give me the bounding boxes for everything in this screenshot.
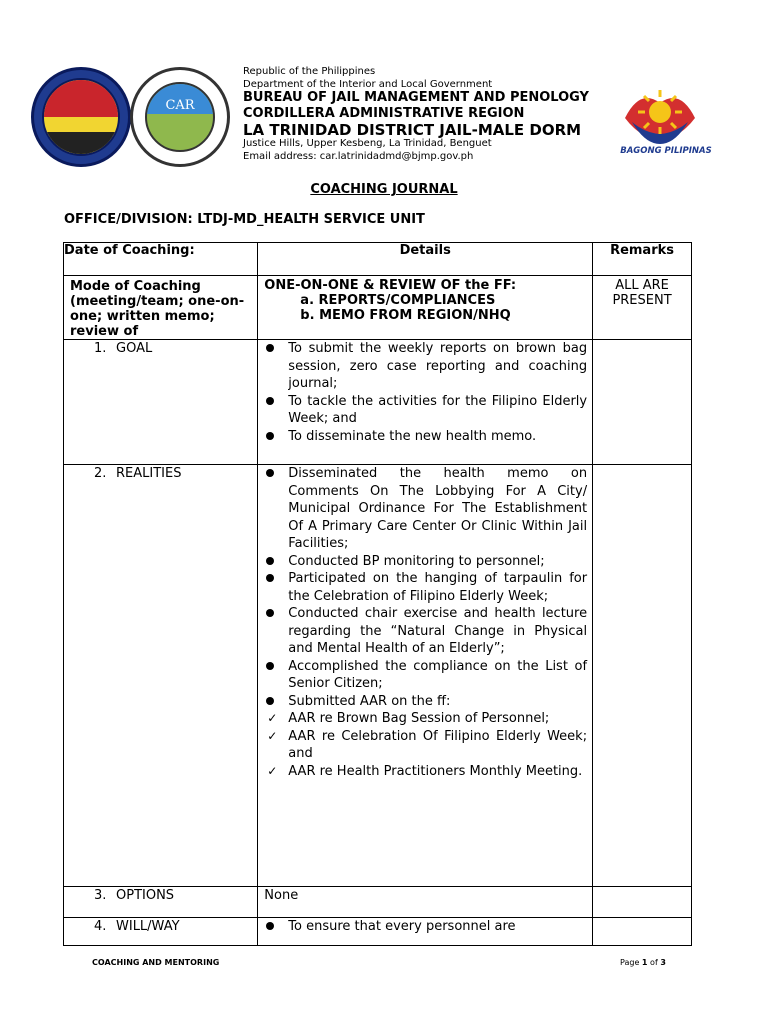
realities-item: Conducted chair exercise and health lecture regarding the “Natural Change in Physical and Mental Health of an Elderly”; bbox=[264, 605, 587, 658]
region-line: CORDILLERA ADMINISTRATIVE REGION bbox=[243, 106, 525, 121]
mode-detail-3: b. MEMO FROM REGION/NHQ bbox=[300, 308, 511, 323]
republic-line: Republic of the Philippines bbox=[243, 66, 376, 77]
office-line: LA TRINIDAD DISTRICT JAIL-MALE DORM bbox=[243, 121, 582, 139]
checkmark-icon: ✓ bbox=[267, 728, 278, 743]
email-line: Email address: car.latrinidadmd@bjmp.gov.ph bbox=[243, 151, 474, 162]
goal-item: To submit the weekly reports on brown bag session, zero case reporting and coaching journal; bbox=[264, 340, 587, 393]
goal-item: To tackle the activities for the Filipino Elderly Week; and bbox=[264, 393, 587, 428]
mode-detail-1: ONE-ON-ONE & REVIEW OF the FF: bbox=[264, 278, 517, 293]
mode-label: Mode of Coaching (meeting/team; one-on-one; written memo; review of bbox=[70, 279, 245, 339]
address-line: Justice Hills, Upper Kesbeng, La Trinidad, Benguet bbox=[243, 138, 492, 149]
checkmark-icon: ✓ bbox=[267, 763, 278, 778]
will-item: To ensure that every personnel are bbox=[264, 918, 587, 936]
goal-label: GOAL bbox=[116, 341, 153, 356]
checkmark-icon: ✓ bbox=[267, 711, 278, 725]
header-remarks: Remarks bbox=[593, 243, 692, 276]
goal-row bbox=[64, 340, 692, 465]
coaching-table bbox=[63, 242, 692, 946]
document-title: COACHING JOURNAL bbox=[310, 182, 458, 197]
bureau-line: BUREAU OF JAIL MANAGEMENT AND PENOLOGY bbox=[243, 90, 589, 105]
district-jail-seal-logo bbox=[130, 67, 230, 167]
options-label: OPTIONS bbox=[116, 888, 175, 903]
options-num: 3. bbox=[94, 888, 107, 903]
bagong-pilipinas-text: BAGONG PILIPINAS bbox=[620, 146, 712, 156]
goal-item: To disseminate the new health memo. bbox=[264, 428, 587, 446]
mode-row bbox=[64, 276, 692, 340]
bagong-pilipinas-logo bbox=[620, 78, 700, 148]
realities-item: Submitted AAR on the ff: bbox=[264, 693, 587, 711]
office-division: OFFICE/DIVISION: LTDJ-MD_HEALTH SERVICE UNIT bbox=[64, 212, 425, 227]
header-details: Details bbox=[258, 243, 593, 276]
bullet-icon bbox=[266, 922, 274, 930]
bullet-icon bbox=[266, 397, 274, 405]
mode-remarks: ALL ARE PRESENT bbox=[612, 278, 672, 308]
department-line: Department of the Interior and Local Government bbox=[243, 79, 493, 90]
realities-label: REALITIES bbox=[116, 466, 182, 481]
realities-item: Conducted BP monitoring to personnel; bbox=[264, 553, 587, 571]
seal-car-text: CAR bbox=[165, 98, 195, 113]
bullet-icon bbox=[266, 557, 274, 565]
will-num: 4. bbox=[94, 919, 107, 934]
footer-title: COACHING AND MENTORING bbox=[92, 958, 220, 967]
realities-item: Participated on the hanging of tarpaulin for the Celebration of Filipino Elderly Week; bbox=[264, 570, 587, 605]
header-date: Date of Coaching: bbox=[64, 243, 258, 276]
options-row bbox=[64, 887, 692, 918]
will-row bbox=[64, 918, 692, 946]
mode-detail-2: a. REPORTS/COMPLIANCES bbox=[300, 293, 496, 308]
realities-item: Accomplished the compliance on the List of Senior Citizen; bbox=[264, 658, 587, 693]
bullet-icon bbox=[266, 344, 274, 352]
realities-check-item: ✓ AAR re Celebration Of Filipino Elderly Week; and bbox=[267, 728, 588, 761]
bullet-icon bbox=[266, 662, 274, 670]
bullet-icon bbox=[266, 609, 274, 617]
bullet-icon bbox=[266, 574, 274, 582]
realities-num: 2. bbox=[94, 466, 107, 481]
realities-check-item: ✓ AAR re Health Practitioners Monthly Meeting. bbox=[267, 763, 583, 779]
bullet-icon bbox=[266, 469, 274, 477]
realities-row bbox=[64, 465, 692, 887]
realities-check-item: ✓ AAR re Brown Bag Session of Personnel; bbox=[267, 711, 550, 726]
options-value: None bbox=[264, 888, 299, 903]
bullet-icon bbox=[266, 432, 274, 440]
will-label: WILL/WAY bbox=[116, 919, 180, 934]
goal-num: 1. bbox=[94, 341, 107, 356]
bullet-icon bbox=[266, 697, 274, 705]
bjmp-seal-logo bbox=[31, 67, 131, 167]
page-indicator: Page 1 of 3 bbox=[620, 958, 666, 967]
realities-item: Disseminated the health memo on Comments On The Lobbying For A City/ Municipal Ordinance For The Establishment Of A Primary Care Center Or Clinic Within Jail Facilities; bbox=[264, 465, 587, 553]
table-header-row bbox=[64, 243, 692, 276]
